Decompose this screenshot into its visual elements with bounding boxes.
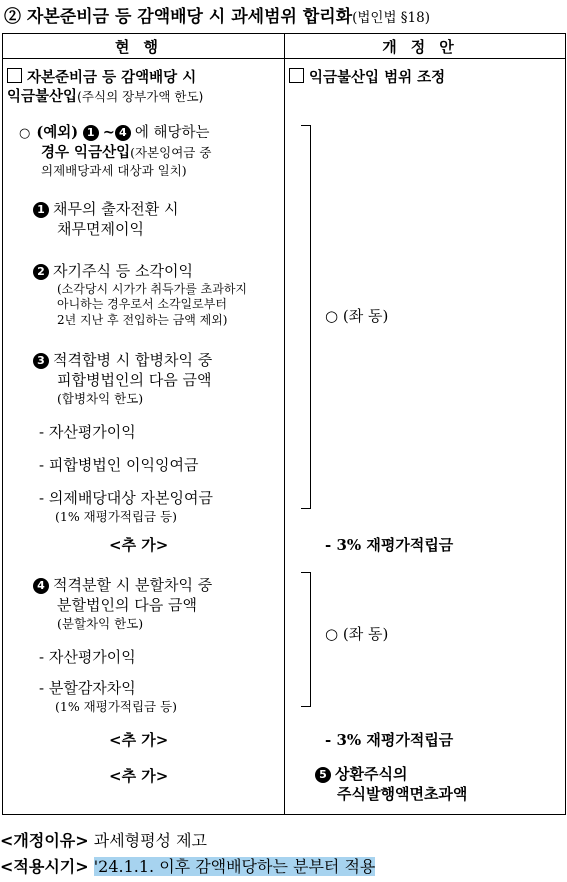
current-column (3, 59, 285, 815)
new-item-5: 5 상환주식의 주식발행액면초과액 (315, 765, 467, 805)
revision-reason (0, 828, 567, 851)
item-4-sub-2: - 분할감자차익 (1% 재평가적립금 등) (39, 679, 178, 714)
new-item-1: - 3% 재평가적립금 (325, 536, 454, 554)
item-1: 1 채무의 출자전환 시 채무면제이익 (33, 200, 178, 240)
circled-number-2-icon: 2 (33, 264, 49, 280)
current-heading: 자본준비금 등 감액배당 시 익금불산입(주식의 장부가액 한도) (7, 70, 204, 106)
addition-label-3: <추 가> (109, 767, 169, 785)
new-item-2: - 3% 재평가적립금 (325, 731, 454, 749)
header-revised: 개정안 (285, 34, 566, 59)
circled-number-4-icon: 4 (33, 578, 49, 594)
header-current: 현행 (3, 34, 285, 59)
section-title (4, 2, 566, 30)
bracket-group-1 (301, 125, 311, 509)
bracket-group-2 (301, 572, 311, 707)
addition-label-2: <추 가> (109, 731, 169, 749)
revision-reason-label: <개정이유> (0, 831, 89, 850)
law-reference: (법인법 §18) (352, 10, 431, 26)
revision-reason-text: 과세형평성 제고 (93, 831, 208, 850)
effective-date (0, 854, 567, 877)
same-as-left-1: ○ (좌 동) (325, 307, 389, 325)
addition-label-1: <추 가> (109, 536, 169, 554)
circled-number-5-icon: 5 (315, 767, 331, 783)
item-3-sub-1: - 자산평가이익 (39, 423, 136, 441)
checkbox-icon (7, 68, 22, 83)
same-as-left-2: ○ (좌 동) (325, 625, 389, 643)
item-3-sub-3: - 의제배당대상 자본잉여금 (1% 재평가적립금 등) (39, 489, 213, 524)
circled-number-1-icon: 1 (83, 125, 99, 141)
comparison-table (2, 33, 566, 815)
item-4: 4 적격분할 시 분할차익 중 분할법인의 다음 금액 (분할차익 한도) (33, 576, 212, 632)
effective-date-label: <적용시기> (0, 857, 89, 876)
revised-heading: 익금불산입 범위 조정 (289, 68, 445, 88)
revised-column (285, 59, 566, 815)
checkbox-icon (289, 68, 304, 83)
circled-number-3-icon: 3 (33, 353, 49, 369)
circled-number-1-icon: 1 (33, 202, 49, 218)
section-title-text: 자본준비금 등 감액배당 시 과세범위 합리화 (26, 7, 353, 27)
item-2: 2 자기주식 등 소각이익 (소각당시 시가가 취득가를 초과하지 아니하는 경우로서 소각일로부터 2년 지난 후 전입하는 금액 제외) (33, 262, 247, 329)
effective-date-text: '24.1.1. 이후 감액배당하는 분부터 적용 (93, 857, 376, 876)
exception-paragraph: ○ (예외) 1 ~ 4 에 해당하는 경우 익금산입(자본잉여금 중 의제배당과세 대상과 일치) (19, 124, 212, 179)
section-number: ② (4, 7, 21, 27)
item-4-sub-1: - 자산평가이익 (39, 648, 136, 666)
item-3-sub-2: - 피합병법인 이익잉여금 (39, 456, 199, 474)
item-3: 3 적격합병 시 합병차익 중 피합병법인의 다음 금액 (합병차익 한도) (33, 351, 212, 407)
circled-number-4-icon: 4 (115, 125, 131, 141)
